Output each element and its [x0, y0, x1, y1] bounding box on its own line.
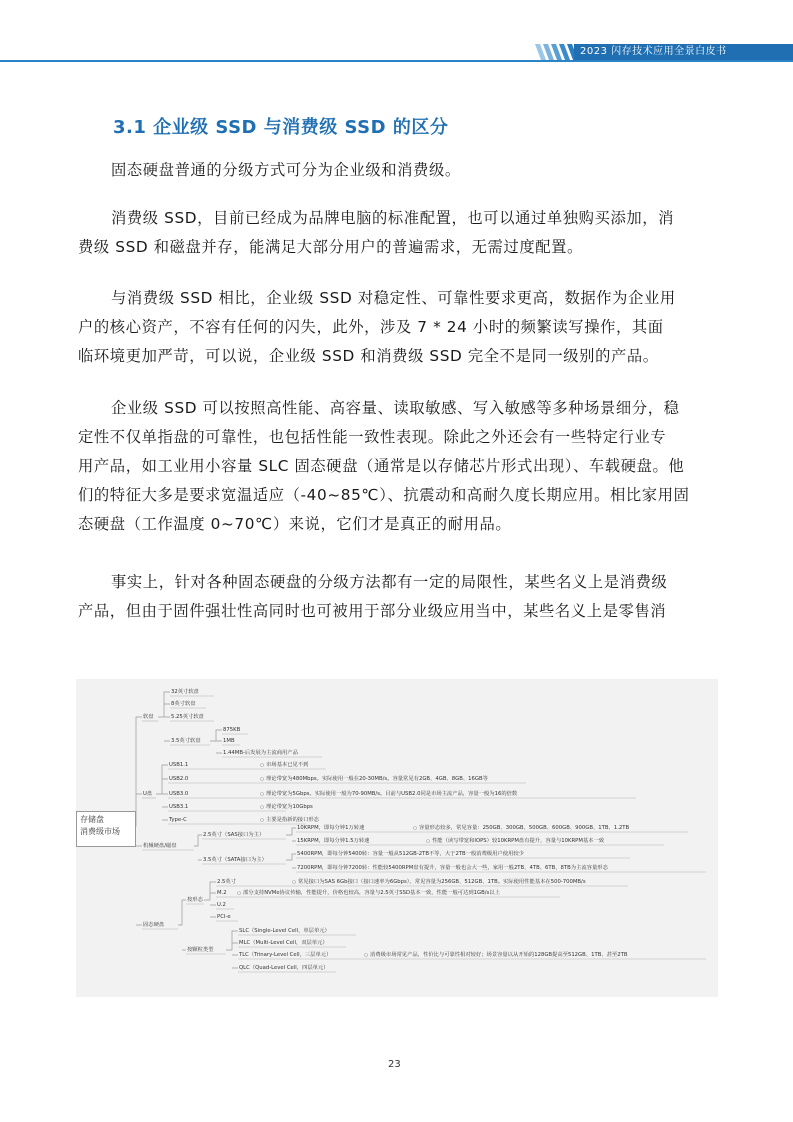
node-ssd-form-desc: 部分支持NVMe协议传输，性能提升，价格也较高，容量与2.5英寸SSD基本一致，性能一般可达到1GB/s以上 [243, 890, 500, 896]
header-rule [0, 60, 793, 62]
header-title: 2023 闪存技术应用全景白皮书 [580, 46, 727, 57]
node-ssd-particle-name: QLC（Quad-Level Cell，四层单元） [239, 965, 329, 971]
node-floppy-item: 5.25英寸软盘 [171, 714, 204, 720]
node-floppy-size: 1.44MB-后发展为主流商用产品 [223, 750, 298, 756]
node-ssd-particle-desc: 消费级市场常见产品，性价比与可靠性相对较好；场景容量以从开始的128GB提高至512GB、1TB、甚至2TB [370, 952, 628, 958]
node-usb-name: USB2.0 [169, 776, 189, 782]
node-ssd-particle-name: TLC（Trinary-Level Cell，三层单元） [239, 952, 332, 958]
node-ssd-form-name: M.2 [217, 890, 227, 896]
node-ssd-particle-name: SLC（Single-Level Cell，单层单元） [239, 928, 330, 934]
node-usb-name: USB3.1 [169, 804, 189, 810]
mindmap-root-node [76, 811, 136, 847]
node-usb-name: USB1.1 [169, 762, 189, 768]
paragraph-4 [78, 394, 716, 539]
paragraph-line: 消费级 SSD，目前已经成为品牌电脑的标准配置，也可以通过单独购买添加，消 [111, 209, 675, 227]
node-ssd: 固态硬盘 [143, 922, 165, 928]
node-usb-desc: 理论带宽为480Mbps。实际使用一般在20-30MB/s。容量常见有2GB、4GB、8GB、16GB等 [266, 776, 488, 782]
node-ssd-form-name: PCI-e [217, 914, 231, 920]
node-floppy: 软盘 [143, 714, 154, 720]
paragraph-line: 户的核心资产，不容有任何的闪失，此外，涉及 7 * 24 小时的频繁读写操作，其面 [78, 318, 664, 336]
node-hdd-sas-name: 15KRPM，即每分钟1.5万转速 [297, 838, 370, 844]
root-label-line2: 消费级市场 [80, 827, 120, 836]
node-hdd-sas-desc: 容量形态较多，常见容量：250GB、300GB、500GB、600GB、900GB、1TB、1.2TB [419, 825, 630, 831]
node-usb-desc: 理论带宽为10Gbps [266, 804, 313, 810]
paragraph-line: 态硬盘（工作温度 0~70℃）来说，它们才是真正的耐用品。 [78, 515, 512, 533]
paragraph-line: 事实上，针对各种固态硬盘的分级方法都有一定的局限性，某些名义上是消费级 [111, 573, 668, 591]
node-usb-desc: 主要是指新的接口形态 [266, 817, 319, 823]
node-hdd: 机械硬盘/磁盘 [143, 843, 177, 849]
node-usb-name: USB3.0 [169, 791, 189, 797]
section-title: 3.1 企业级 SSD 与消费级 SSD 的区分 [113, 117, 449, 138]
paragraph-line: 费级 SSD 和磁盘并存，能满足大部分用户的普遍需求，无需过度配置。 [78, 238, 583, 256]
root-label-line1: 存储盘 [80, 815, 104, 824]
node-floppy-item: 32英寸软盘 [171, 689, 199, 695]
paragraph-line: 用产品，如工业用小容量 SLC 固态硬盘（通常是以存储芯片形式出现）、车载硬盘。他 [78, 457, 685, 475]
paragraph-5 [78, 568, 716, 626]
node-hdd-sata: 3.5英寸（SATA接口为主） [203, 857, 267, 863]
node-ssd-form-desc: 常见接口为SAS 6Gb接口（接口速率为6Gbps），常见容量为256GB、512GB、1TB。实际使用性能基本在500-700MB/s [298, 879, 586, 885]
node-ssd-particle-name: MLC（Multi-Level Cell，双层单元） [239, 940, 328, 946]
paragraph-line: 产品，但由于固件强壮性高同时也可被用于部分业级应用当中，某些名义上是零售消 [78, 602, 667, 620]
paragraph-line: 定性不仅单指盘的可靠性，也包括性能一致性表现。除此之外还会有一些特定行业专 [78, 428, 667, 446]
node-hdd-sas-desc: 性能（读写带宽和IOPS）较10KRPM盘有提升，容量与10KRPM基本一致 [432, 838, 605, 844]
paragraph-3 [78, 284, 716, 371]
node-floppy-size: 1MB [223, 738, 235, 744]
mindmap-connectors [76, 679, 718, 997]
node-usb: U盘 [143, 791, 153, 797]
paragraph-line: 固态硬盘普通的分级方式可分为企业级和消费级。 [111, 161, 461, 179]
node-hdd-sas-name: 10KRPM，即每分钟1万转速 [297, 825, 365, 831]
node-hdd-sata-item: 7200RPM，即每分钟7200转：性能较5400RPM盘有提升，容量一般也会大一些，家用一般2TB、4TB、6TB、8TB为主流容量形态 [297, 865, 608, 871]
paragraph-line: 与消费级 SSD 相比，企业级 SSD 对稳定性、可靠性要求更高，数据作为企业用 [111, 289, 676, 307]
page-number: 23 [388, 1059, 401, 1070]
paragraph-line: 企业级 SSD 可以按照高性能、高容量、读取敏感、写入敏感等多种场景细分，稳 [111, 399, 680, 417]
mindmap-figure [76, 679, 718, 997]
node-hdd-sas: 2.5英寸（SAS接口为主） [203, 832, 265, 838]
node-floppy-size: 875KB [223, 727, 241, 733]
node-floppy-item: 8英寸软盘 [171, 701, 196, 707]
node-ssd-form-name: U.2 [217, 902, 226, 908]
node-floppy-35: 3.5英寸软盘 [171, 738, 201, 744]
node-ssd-form-name: 2.5英寸 [217, 879, 237, 885]
node-hdd-sata-item: 5400RPM，即每分钟5400转：容量一般从512GB-2TB不等，大于2TB一般消费级用户使用较少 [297, 851, 524, 857]
paragraph-line: 们的特征大多是要求宽温适应（-40~85℃）、抗震动和高耐久度长期应用。相比家用固 [78, 486, 690, 504]
node-usb-name: Type-C [169, 817, 187, 823]
node-usb-desc: 市场基本已见不到 [266, 762, 309, 768]
node-ssd-form: 按形态 [187, 897, 203, 903]
paragraph-2 [78, 204, 716, 262]
paragraph-line: 临环境更加严苛，可以说，企业级 SSD 和消费级 SSD 完全不是同一级别的产品。 [78, 347, 659, 365]
node-ssd-particle: 按颗粒类型 [187, 947, 214, 953]
paragraph-1 [78, 156, 716, 185]
node-usb-desc: 理论带宽为5Gbps。实际使用一般为70-90MB/s。目前与USB2.0同是市场主流产品，容量一般为16的倍数 [266, 791, 518, 797]
